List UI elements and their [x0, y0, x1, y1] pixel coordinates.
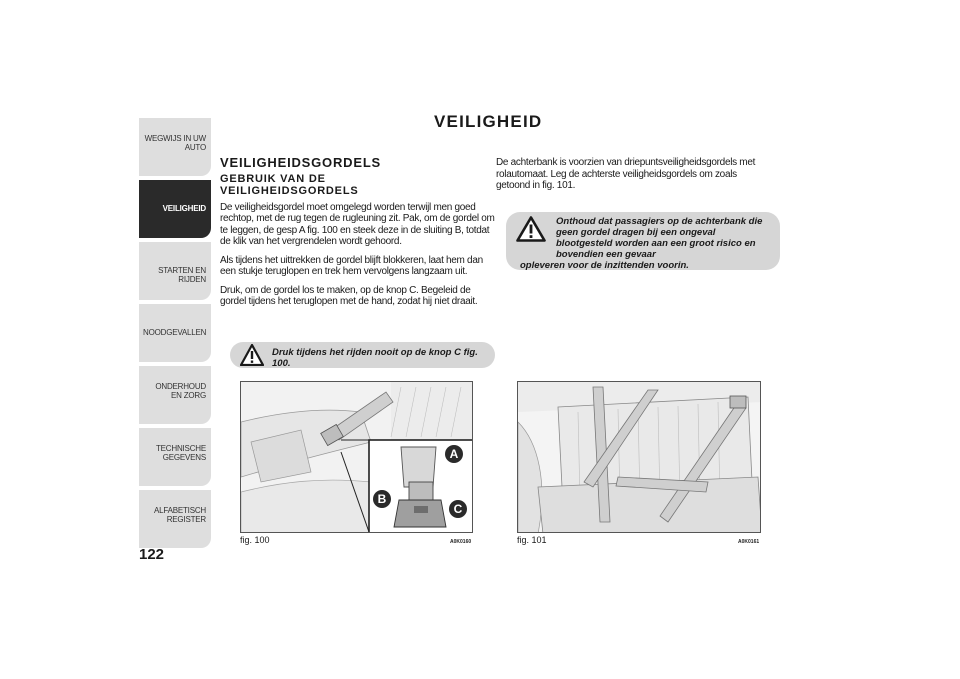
paragraph: De veiligheidsgordel moet omgelegd worden terwijl men goed rechtop, met de rug tegen de rugleuning zit. Pak, om de gordel om te leggen, de gesp A fig. 100 en steek deze in de sluiting B, totdat de klik van het vergrendelen wordt gehoord.: [220, 201, 495, 247]
sidebar-item-wegwijs[interactable]: WEGWIJS IN UW AUTO: [139, 118, 211, 176]
sidebar-item-technische[interactable]: TECHNISCHE GEGEVENS: [139, 428, 211, 486]
warning-triangle-icon: [240, 344, 264, 366]
sidebar-item-onderhoud[interactable]: ONDERHOUD EN ZORG: [139, 366, 211, 424]
figure-100: [240, 381, 473, 533]
right-column: [496, 157, 781, 199]
figure-101: [517, 381, 761, 533]
warning-text: Druk tijdens het rijden nooit op de knop C fig. 100.: [272, 347, 478, 369]
paragraph: De achterbank is voorzien van driepuntsveiligheidsgordels met rolautomaat. Leg de achterste veiligheidsgordels om zoals getoond in fig. 101.: [496, 157, 756, 191]
warning-box-rear: [506, 212, 780, 270]
warning-triangle-icon: [516, 216, 546, 242]
seatbelt-buckle-illustration: [241, 382, 473, 533]
warning-box: [230, 342, 495, 368]
sidebar-item-starten[interactable]: STARTEN EN RIJDEN: [139, 242, 211, 300]
figure-code-101: A0K0161: [738, 539, 760, 545]
sidebar-item-alfabetisch[interactable]: ALFABETISCH REGISTER: [139, 490, 211, 548]
figure-caption-100: fig. 100: [240, 535, 270, 545]
figure-caption-101: fig. 101: [517, 535, 547, 545]
heading-veiligheidsgordels: VEILIGHEIDSGORDELS: [220, 155, 382, 170]
label-a-badge: A: [445, 445, 463, 463]
paragraph: Als tijdens het uittrekken de gordel blijft blokkeren, laat hem dan een stukje teruglopen en trek hem vervolgens langzaam uit.: [220, 254, 483, 277]
warning-text: Onthoud dat passagiers op de achterbank die geen gordel dragen bij een ongeval blootgesteld worden aan een groot risico en bovendien een gevaar: [556, 216, 763, 260]
page-number: 122: [139, 546, 165, 563]
label-c-badge: C: [449, 500, 467, 518]
sidebar-item-veiligheid[interactable]: VEILIGHEID: [139, 180, 211, 238]
subheading-gebruik: GEBRUIK VAN DE VEILIGHEIDSGORDELS: [220, 172, 359, 197]
label-b-badge: B: [373, 490, 391, 508]
sidebar-item-noodgevallen[interactable]: NOODGEVALLEN: [139, 304, 211, 362]
warning-text-tail: opleveren voor de inzittenden voorin.: [520, 260, 689, 271]
figure-code-100: A0K0160: [450, 539, 472, 545]
chapter-sidebar: [139, 118, 211, 552]
paragraph: Druk, om de gordel los te maken, op de knop C. Begeleid de gordel tijdens het teruglopen met de hand, zodat hij niet draait.: [220, 284, 478, 307]
section-title: VEILIGHEID: [434, 112, 543, 131]
left-column: [220, 157, 495, 315]
rear-seat-belts-illustration: [518, 382, 761, 533]
